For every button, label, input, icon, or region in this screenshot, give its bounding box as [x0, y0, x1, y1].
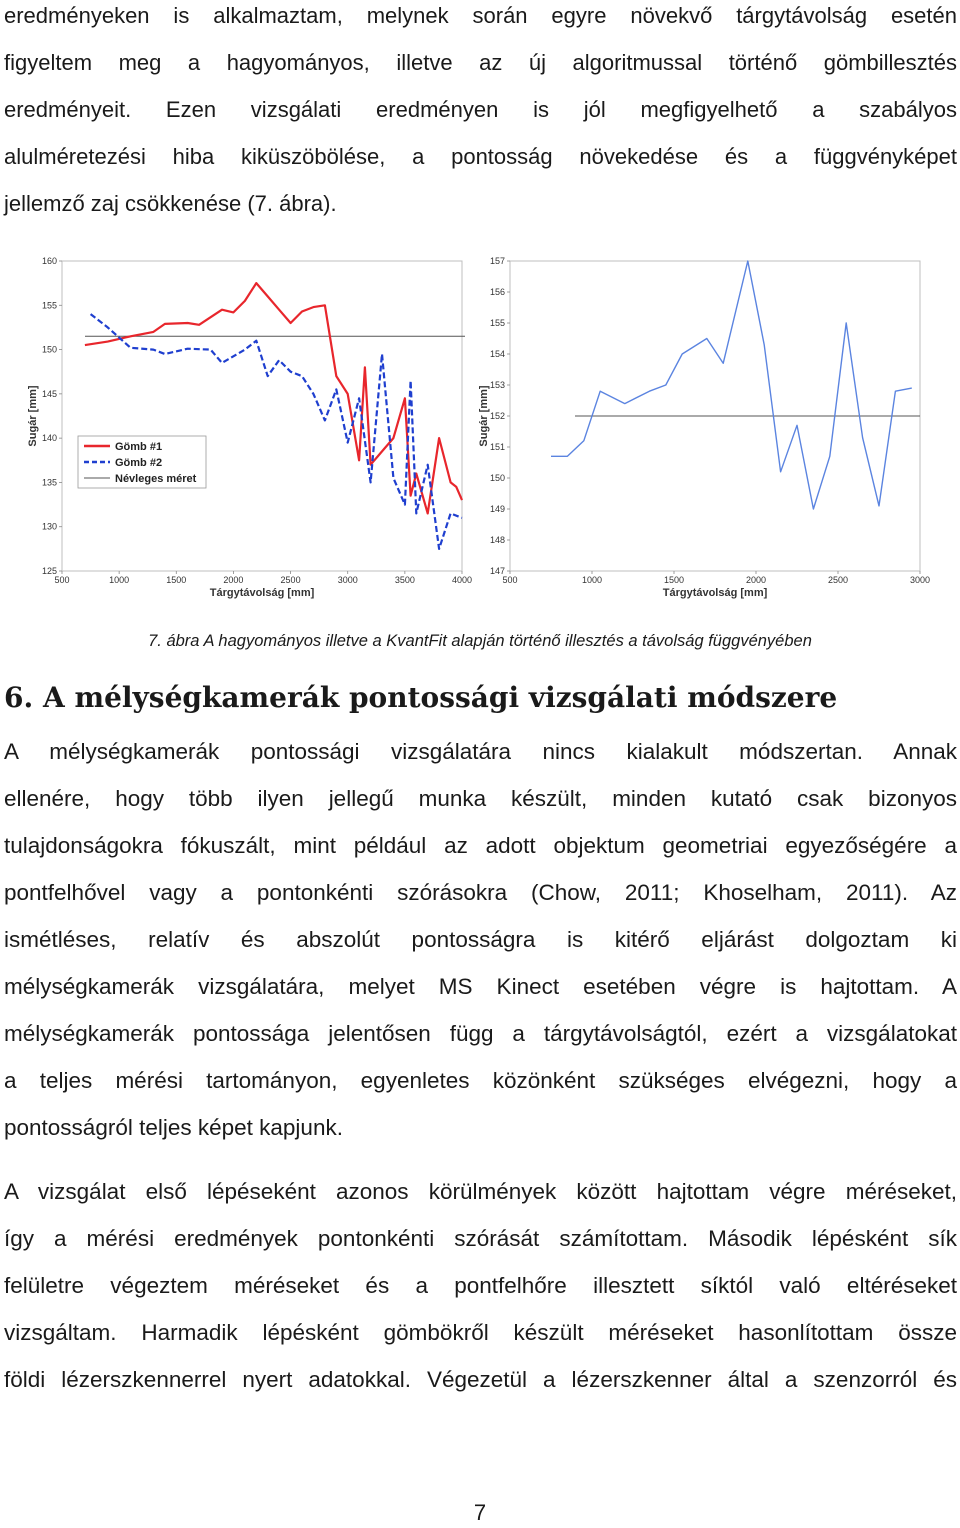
y-tick-label: 147	[489, 566, 505, 576]
text-line: a teljes mérési tartományon, egyenletes közönként szükséges elvégezni, hogy a	[4, 1068, 957, 1093]
y-tick-label: 160	[41, 256, 57, 266]
figure-caption: 7. ábra A hagyományos illetve a KvantFit alapján történő illesztés a távolság függvényében	[148, 632, 812, 650]
y-tick-label: 149	[489, 504, 505, 514]
plot-frame	[62, 261, 462, 571]
section-heading: 6. A mélységkamerák pontossági vizsgálati módszere	[4, 681, 838, 714]
text-line: pontosságról teljes képet kapjunk.	[4, 1115, 343, 1140]
x-tick-label: 3000	[909, 575, 931, 585]
text-line: eredményeit. Ezen vizsgálati eredményen is jól megfigyelhető a szabályos	[4, 97, 957, 122]
y-tick-label: 135	[41, 477, 57, 488]
text-line: A mélységkamerák pontossági vizsgálatára nincs kialakult módszertan. Annak	[4, 739, 957, 764]
text-line: eredményeken is alkalmaztam, melynek során egyre növekvő tárgytávolság esetén	[4, 3, 957, 28]
text-line: mélységkamerák vizsgálatára, melyet MS Kinect esetében végre is hajtottam. A	[4, 974, 957, 999]
figure-7	[0, 0, 960, 620]
y-tick-label: 150	[489, 473, 505, 483]
x-tick-label: 2500	[280, 575, 301, 585]
text-line: ellenére, hogy több ilyen jellegű munka készült, minden kutató csak bizonyos	[4, 786, 957, 811]
text-line: jellemző zaj csökkenése (7. ábra).	[4, 191, 337, 216]
text-line: alulméretezési hiba kiküszöbölése, a pontosság növekedése és a függvényképet	[4, 144, 957, 169]
chart-right	[478, 256, 930, 599]
y-tick-label: 153	[489, 380, 505, 390]
y-tick-label: 125	[41, 566, 57, 576]
y-tick-label: 155	[41, 300, 57, 311]
text-line: felületre végeztem méréseket és a pontfelhőre illesztett síktól való eltéréseket	[4, 1273, 957, 1298]
y-tick-label: 156	[489, 287, 505, 297]
body-paragraph-2	[4, 1168, 957, 1403]
y-tick-label: 154	[489, 349, 505, 359]
x-tick-label: 3500	[394, 575, 415, 585]
text-line: A vizsgálat első lépéseként azonos körülmények között hajtottam végre méréseket,	[4, 1179, 957, 1204]
y-axis-label: Sugár [mm]	[478, 385, 490, 447]
y-axis-label: Sugár [mm]	[27, 385, 39, 447]
y-tick-label: 155	[489, 318, 505, 328]
x-tick-label: 4000	[451, 575, 473, 585]
body-paragraph-1	[4, 728, 957, 1151]
text-line: ismétléses, relatív és abszolút pontosságra is kitérő eljárást dolgoztam ki	[4, 927, 957, 952]
x-tick-label: 2000	[223, 575, 244, 585]
chart-left	[27, 256, 472, 599]
text-line: földi lézerszkennerrel nyert adatokkal. Végezetül a lézerszkenner által a szenzorról és	[4, 1367, 957, 1392]
y-tick-label: 145	[41, 388, 57, 399]
page-number: 7	[473, 1500, 487, 1525]
legend-entry: Gömb #2	[115, 457, 163, 469]
x-tick-label: 500	[54, 575, 70, 585]
legend-entry: Gömb #1	[115, 441, 163, 453]
x-tick-label: 1500	[663, 575, 685, 585]
y-tick-label: 140	[41, 433, 57, 444]
text-line: mélységkamerák pontossága jelentősen függ a tárgytávolságtól, ezért a vizsgálatokat	[4, 1021, 957, 1046]
x-axis-label: Tárgytávolság [mm]	[209, 587, 315, 599]
x-tick-label: 1000	[109, 575, 130, 585]
y-tick-label: 150	[41, 344, 57, 355]
x-tick-label: 500	[502, 575, 518, 585]
x-tick-label: 1000	[581, 575, 603, 585]
x-tick-label: 2500	[827, 575, 849, 585]
y-tick-label: 157	[489, 256, 505, 266]
text-line: pontfelhővel vagy a pontonkénti szórásokra (Chow, 2011; Khoselham, 2011). Az	[4, 880, 957, 905]
text-line: így a mérési eredmények pontonkénti szórását számítottam. Második lépésként sík	[4, 1226, 957, 1251]
legend-entry: Névleges méret	[115, 473, 197, 485]
y-tick-label: 148	[489, 535, 505, 545]
text-line: tulajdonságokra fókuszált, mint például az adott objektum geometriai egyezőségére a	[4, 833, 957, 858]
y-tick-label: 130	[41, 521, 57, 532]
text-line: vizsgáltam. Harmadik lépésként gömbökről készült méréseket hasonlítottam össze	[4, 1320, 957, 1345]
x-tick-label: 3000	[337, 575, 358, 585]
series-line	[551, 261, 912, 509]
x-tick-label: 1500	[166, 575, 187, 585]
y-tick-label: 151	[489, 442, 505, 452]
x-tick-label: 2000	[745, 575, 767, 585]
text-line: figyeltem meg a hagyományos, illetve az új algoritmussal történő gömbillesztés	[4, 50, 957, 75]
x-axis-label: Tárgytávolság [mm]	[662, 587, 768, 599]
y-tick-label: 152	[489, 411, 505, 421]
legend	[78, 436, 206, 488]
